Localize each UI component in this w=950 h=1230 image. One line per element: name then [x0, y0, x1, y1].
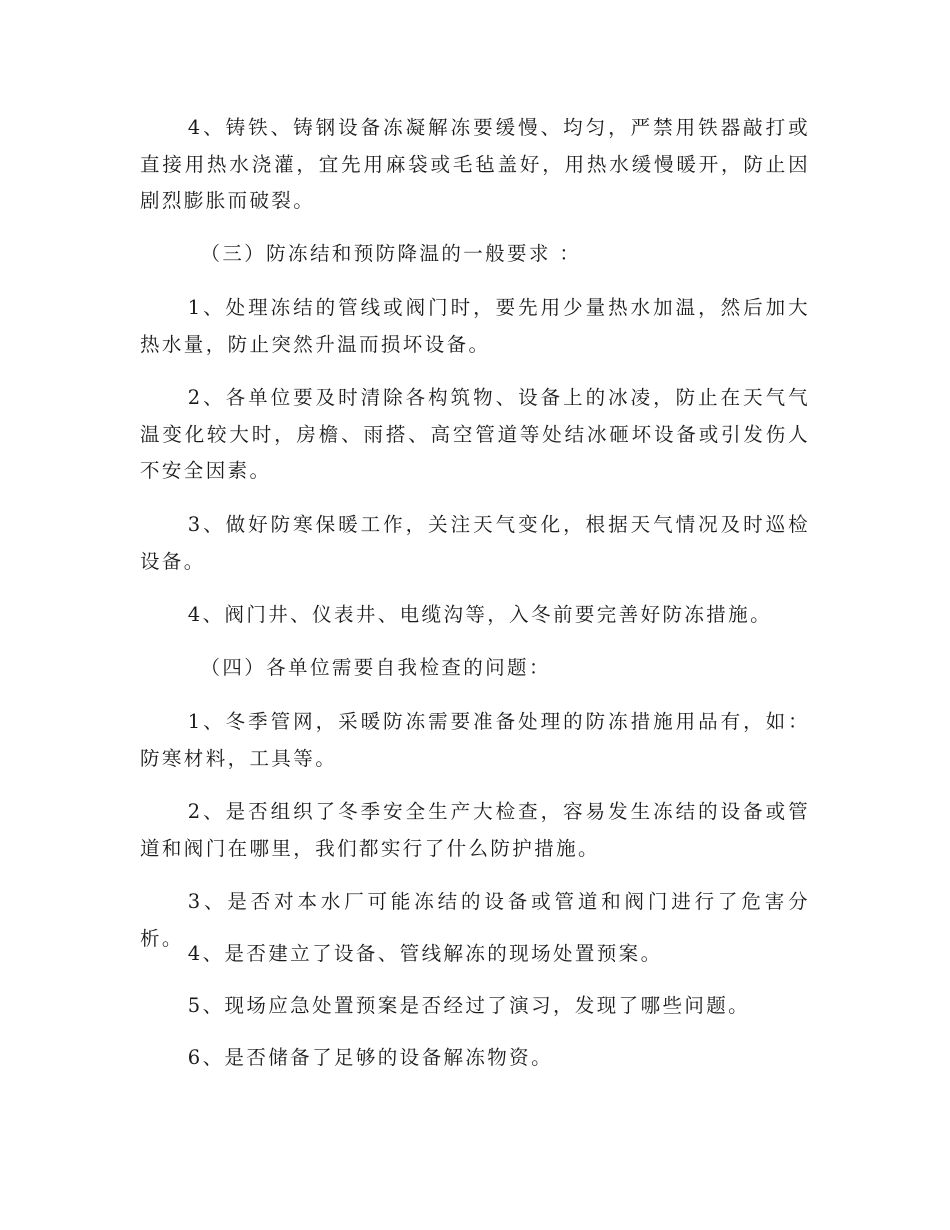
section-heading-3: （三）防冻结和预防降温的一般要求 ： — [200, 242, 582, 265]
paragraph-frozen-pipeline: 1、处理冻结的管线或阀门时，要先用少量热水加温，然后加大热水量，防止突然升温而损坏设备。 — [140, 296, 810, 356]
paragraph-emergency-drill: 5、现场应急处置预案是否经过了演习，发现了哪些问题。 — [187, 994, 751, 1017]
paragraph-valve-wells: 4、阀门井、仪表井、电缆沟等，入冬前要完善好防冻措施。 — [187, 603, 772, 626]
paragraph-ice-removal: 2、各单位要及时清除各构筑物、设备上的冰凌，防止在天气气温变化较大时，房檐、雨搭、高空管道等处结冰砸坏设备或引发伤人不安全因素。 — [140, 386, 810, 482]
section-heading-4: （四）各单位需要自我检查的问题： — [200, 656, 551, 679]
paragraph-hazard-analysis: 3、是否对本水厂可能冻结的设备或管道和阀门进行了危害分析。 — [140, 890, 810, 950]
paragraph-winter-network: 1、冬季管网，采暖防冻需要准备处理的防冻措施用品有，如：防寒材料，工具等。 — [140, 710, 810, 770]
paragraph-thawing-supplies: 6、是否储备了足够的设备解冻物资。 — [187, 1046, 553, 1069]
paragraph-cold-protection: 3、做好防寒保暖工作，关注天气变化，根据天气情况及时巡检设备。 — [140, 513, 810, 573]
paragraph-cast-iron-thawing: 4、铸铁、铸钢设备冻凝解冻要缓慢、均匀，严禁用铁器敲打或直接用热水浇灌，宜先用麻袋或毛毡盖好，用热水缓慢暖开，防止因剧烈膨胀而破裂。 — [140, 116, 810, 212]
paragraph-disposal-plan: 4、是否建立了设备、管线解冻的现场处置预案。 — [187, 942, 663, 965]
paragraph-safety-inspection: 2、是否组织了冬季安全生产大检查，容易发生冻结的设备或管道和阀门在哪里，我们都实行了什么防护措施。 — [140, 800, 810, 860]
